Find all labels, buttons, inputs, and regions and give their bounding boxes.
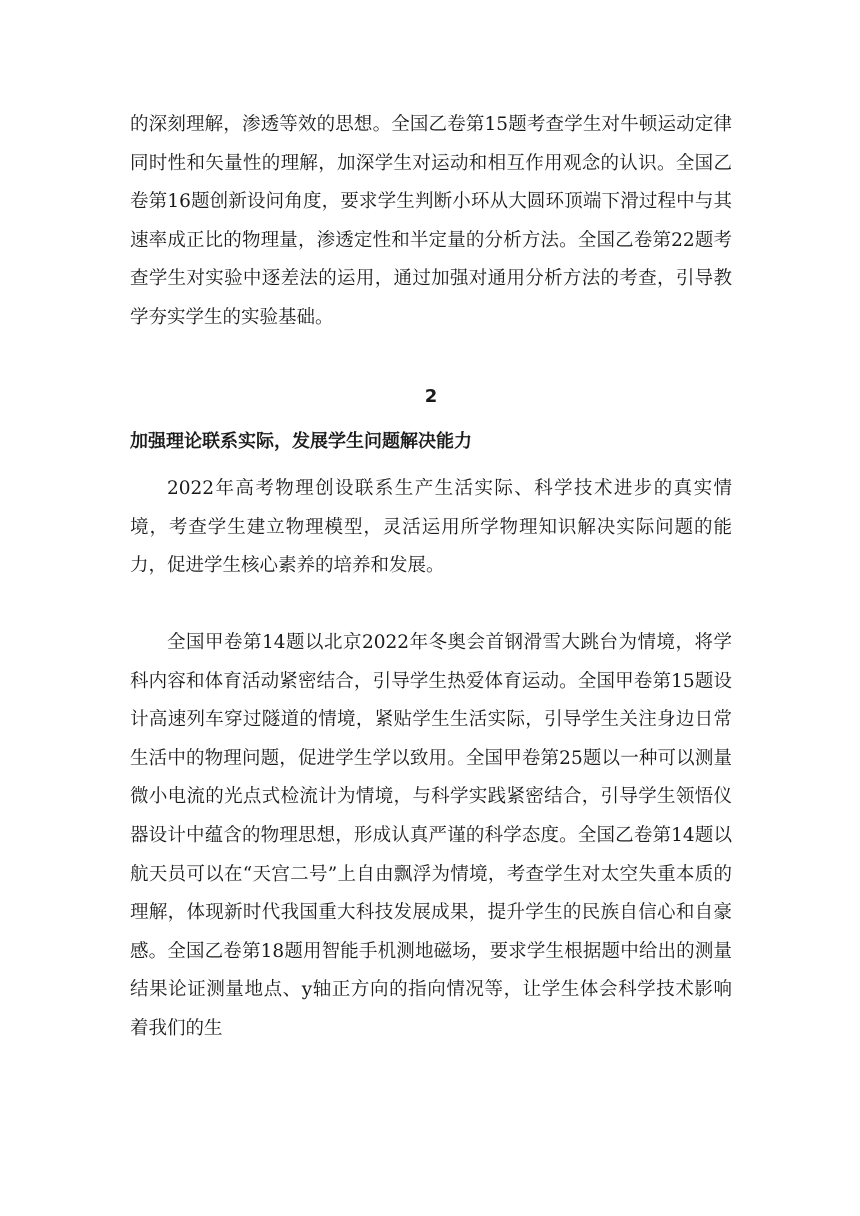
- paragraph-examples: 全国甲卷第14题以北京2022年冬奥会首钢滑雪大跳台为情境，将学科内容和体育活动紧密结合，引导学生热爱体育运动。全国甲卷第15题设计高速列车穿过隧道的情境，紧贴学生生活实际，引导学生关注身边日常生活中的物理问题，促进学生学以致用。全国甲卷第25题以一种可以测量微小电流的光点式检流计为情境，与科学实践紧密结合，引导学生领悟仪器设计中蕴含的物理思想，形成认真严谨的科学态度。全国乙卷第14题以航天员可以在“天宫二号”上自由飘浮为情境，考查学生对太空失重本质的理解，体现新时代我国重大科技发展成果，提升学生的民族自信心和自豪感。全国乙卷第18题用智能手机测地磁场，要求学生根据题中给出的测量结果论证测量地点、y轴正方向的指向情况等，让学生体会科学技术影响着我们的生: [130, 632, 732, 1039]
- paragraph-intro: 2022年高考物理创设联系生产生活实际、科学技术进步的真实情境，考查学生建立物理模型，灵活运用所学物理知识解决实际问题的能力，促进学生核心素养的培养和发展。: [130, 478, 732, 577]
- section-number: 2: [424, 386, 438, 407]
- section-heading: 加强理论联系实际，发展学生问题解决能力: [130, 431, 472, 452]
- paragraph-continued: 的深刻理解，渗透等效的思想。全国乙卷第15题考查学生对牛顿运动定律同时性和矢量性的理解，加深学生对运动和相互作用观念的认识。全国乙卷第16题创新设问角度，要求学生判断小环从大圆环顶端下滑过程中与其速率成正比的物理量，渗透定性和半定量的分析方法。全国乙卷第22题考查学生对实验中逐差法的运用，通过加强对通用分析方法的考查，引导教学夯实学生的实验基础。: [130, 114, 732, 328]
